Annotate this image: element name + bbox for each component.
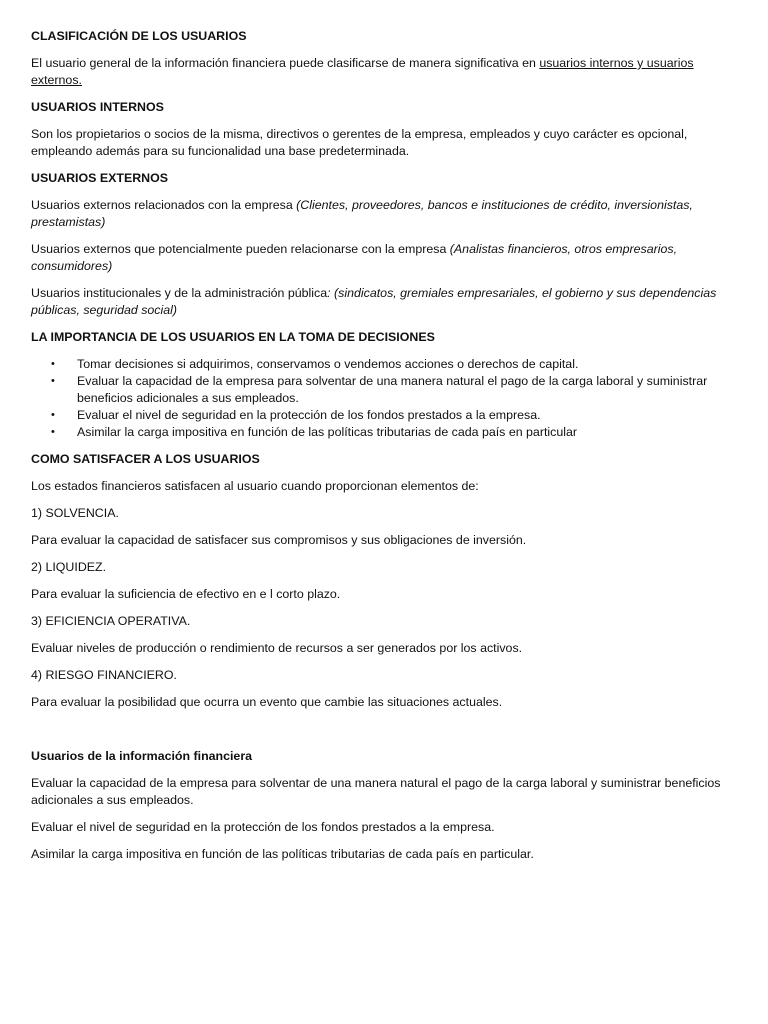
- externos-item-text: Usuarios externos relacionados con la empresa: [31, 198, 297, 212]
- elemento-label: 1) SOLVENCIA.: [31, 506, 119, 520]
- internos-heading: USUARIOS INTERNOS: [31, 100, 164, 114]
- bullet-item: [51, 373, 743, 407]
- usuarios-info-paragraph: Evaluar la capacidad de la empresa para solventar de una manera natural el pago de la carga laboral y suministrar beneficios adicionales a sus empleados.: [31, 776, 721, 807]
- elemento-text: Para evaluar la capacidad de satisfacer sus compromisos y sus obligaciones de inversión.: [31, 533, 527, 547]
- elemento-label: 3) EFICIENCIA OPERATIVA.: [31, 614, 191, 628]
- externos-heading: USUARIOS EXTERNOS: [31, 171, 169, 185]
- internos-paragraph: Son los propietarios o socios de la misma, directivos o gerentes de la empresa, empleados y cuyo carácter es opcional, empleando además para su funcionalidad una base predeterminada.: [31, 127, 688, 158]
- elemento-label: 2) LIQUIDEZ.: [31, 560, 107, 574]
- bullet-dot-icon: •: [51, 426, 55, 438]
- document-page: [31, 28, 743, 873]
- satisfacer-heading: COMO SATISFACER A LOS USUARIOS: [31, 452, 260, 466]
- section-spacer: [31, 721, 743, 748]
- elemento-text: Evaluar niveles de producción o rendimiento de recursos a ser generados por los activos.: [31, 641, 523, 655]
- intro-text: El usuario general de la información financiera puede clasificarse de manera significativa en: [31, 56, 540, 70]
- bullet-text: Evaluar el nivel de seguridad en la protección de los fondos prestados a la empresa.: [77, 408, 541, 422]
- externos-item: [31, 285, 743, 319]
- externos-item-text: Usuarios institucionales y de la administración pública: [31, 286, 328, 300]
- importancia-bullet-list: [31, 356, 743, 441]
- usuarios-info-heading: Usuarios de la información financiera: [31, 749, 253, 763]
- bullet-text: Evaluar la capacidad de la empresa para solventar de una manera natural el pago de la carga laboral y suministrar beneficios adicionales a sus empleados.: [77, 374, 708, 405]
- usuarios-info-paragraph: Asimilar la carga impositiva en función de las políticas tributarias de cada país en particular.: [31, 847, 534, 861]
- importancia-heading: LA IMPORTANCIA DE LOS USUARIOS EN LA TOMA DE DECISIONES: [31, 330, 435, 344]
- bullet-dot-icon: •: [51, 375, 55, 387]
- bullet-dot-icon: •: [51, 358, 55, 370]
- externos-item-detail: : (sindicatos, gremiales empresariales, el gobierno y sus dependencias públicas, seguridad social): [31, 286, 717, 317]
- elemento-text: Para evaluar la posibilidad que ocurra un evento que cambie las situaciones actuales.: [31, 695, 503, 709]
- externos-item: [31, 241, 743, 275]
- document-title: CLASIFICACIÓN DE LOS USUARIOS: [31, 29, 247, 43]
- bullet-item: [51, 424, 743, 441]
- satisfacer-intro: Los estados financieros satisfacen al usuario cuando proporcionan elementos de:: [31, 479, 479, 493]
- bullet-item: [51, 407, 743, 424]
- bullet-text: Tomar decisiones si adquirimos, conservamos o vendemos acciones o derechos de capital.: [77, 357, 579, 371]
- externos-item-detail: (Analistas financieros, otros empresarios, consumidores): [31, 242, 678, 273]
- bullet-text: Asimilar la carga impositiva en función de las políticas tributarias de cada país en particular: [77, 425, 578, 439]
- usuarios-info-paragraph: Evaluar el nivel de seguridad en la protección de los fondos prestados a la empresa.: [31, 820, 495, 834]
- elemento-text: Para evaluar la suficiencia de efectivo en e l corto plazo.: [31, 587, 341, 601]
- bullet-dot-icon: •: [51, 409, 55, 421]
- externos-item: [31, 197, 743, 231]
- externos-item-detail: (Clientes, proveedores, bancos e instituciones de crédito, inversionistas, prestamistas): [31, 198, 693, 229]
- bullet-item: [51, 356, 743, 373]
- intro-paragraph: [31, 55, 743, 89]
- externos-item-text: Usuarios externos que potencialmente pueden relacionarse con la empresa: [31, 242, 450, 256]
- elemento-label: 4) RIESGO FINANCIERO.: [31, 668, 177, 682]
- intro-underlined-text: usuarios internos y usuarios externos.: [31, 56, 694, 87]
